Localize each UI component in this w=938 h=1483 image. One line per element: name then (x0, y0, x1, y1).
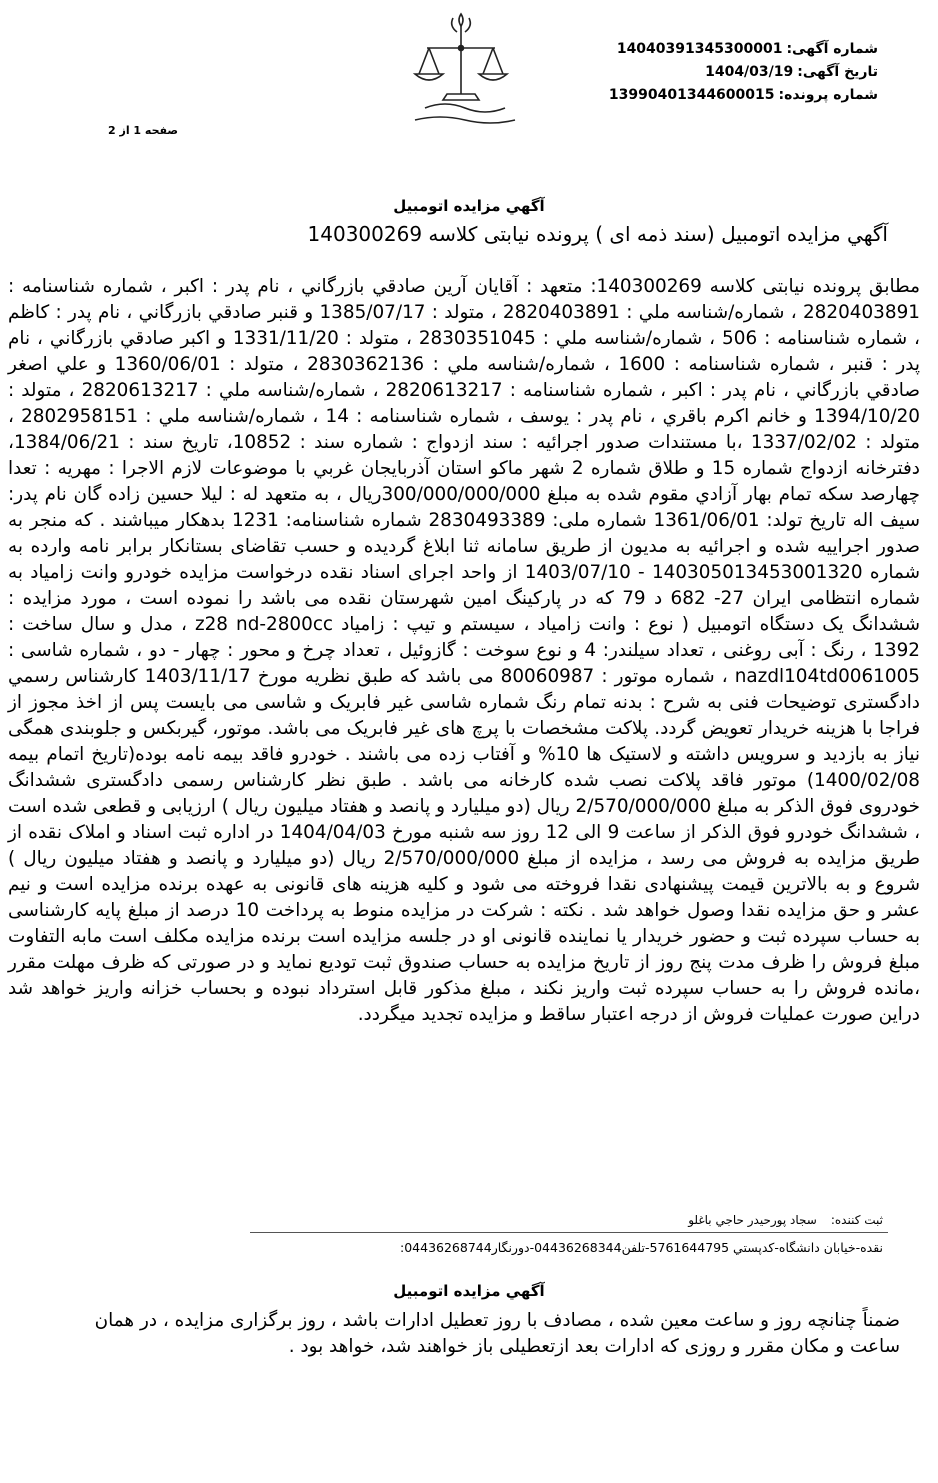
page-title: آگهي مزايده اتومبيل (393, 197, 545, 215)
header-meta (609, 38, 878, 107)
footer-address: نقده-خيابان دانشگاه-كدپستي 5761644795-تلفن04436268344-دورنگار04436268744: (400, 1240, 883, 1255)
divider-line (250, 1232, 888, 1233)
ad-number: 14040391345300001 (616, 41, 783, 57)
file-number: 13990401344600015 (608, 87, 775, 103)
registrar-name: سجاد پورحيدر حاجي باغلو (688, 1213, 817, 1227)
judiciary-emblem-icon (395, 8, 535, 128)
auction-body-text: مطابق پرونده نيابتی كلاسه 140300269: متعهد : آقايان آرين صادقي بازرگاني ، نام پدر : اكبر ، شماره شناسنامه : 2820403891 ، شماره/شناسه ملي : 2820403891 ، متولد : 1385/07/17 و قنبر صادقي بازرگاني ، نام پدر : كاظم ، شماره شناسنامه : 506 ، شماره/شناسه ملي : 2830351045 ، متولد : 1331/11/20 و اكبر صادقي بازرگاني ، نام پدر : قنبر ، شماره شناسنامه : 1600 ، شماره/شناسه ملي : 2830362136 ، متولد : 1360/06/01 و علي اصغر صادقي بازرگاني ، نام پدر : اكبر ، شماره شناسنامه : 2820613217 ، شماره/شناسه ملي : 2820613217 ، متولد : 1394/10/20 و خانم اكرم باقري ، نام پدر : يوسف ، شماره شناسنامه : 14 ، شماره/شناسه ملي : 2802958151 ، متولد : 1337/02/02 ،با مستندات صدور اجرائيه : سند ازدواج : شماره سند : 10852، تاريخ سند : 1384/06/21، دفترخانه ازدواج شماره 15 و طلاق شماره 2 شهر ماكو استان آذربايجان غربي با موضوعات لازم الاجرا : مهريه : تعدا چهارصد سكه تمام بهار آزادي مقوم شده به مبلغ 300/000/000/000ريال ، به متعهد له : ليلا حسين زاده گان نام پدر: سيف اله تاريخ تولد: 1361/06/01 شماره ملی: 2830493389 شماره شناسنامه: 1231 بدهكار ميباشند . كه منجر به صدور اجراييه شده و اجرائيه به مديون از طريق سامانه ثنا ابلاغ گرديده و حسب تقاضای بستانكار برابر نامه وارده به شماره 140305013453001320 - 1403/07/10 از واحد اجرای اسناد نقده درخواست مزايده خودرو وانت زامياد به شماره انتظامی ايران 27- 682 د 79 كه در پاركينگ امين شهرستان نقده می باشد را نموده است ، مورد مزايده : ششدانگ يک دستگاه اتومبيل ( نوع : وانت زامياد ، سيستم و تيپ : زامياد z28 nd-2800cc ، مدل و سال ساخت : 1392 ، رنگ : آبی روغنی ، تعداد سيلندر: 4 و نوع سوخت : گازوئيل ، تعداد چرخ و محور : چهار - دو ، شماره شاسی : nazdl104td0061005 ، شماره موتور : 80060987 می باشد كه طبق نظريه مورخ 1403/11/17 كارشناس رسمي دادگستری توضيحات فنی به شرح : بدنه تمام رنگ شماره شاسی غير فابريک و شاسی می بايست پس از اخذ مجوز از فراجا با هزينه خريدار تعويض گردد. پلاكت مشخصات با پرچ های غير فابريک می باشد. موتور، گيربكس و جلوبندی همگی نياز به بازديد و سرويس داشته و لاستيک ها 10% و آفتاب زده می باشند . خودرو فاقد بيمه نامه بوده(تاريخ اتمام بيمه 1400/02/08) موتور فاقد پلاكت نصب شده كارخانه می باشد . طبق نظر كارشناس رسمی دادگستری ششدانگ خودروی فوق الذكر به مبلغ 2/570/000/000 ريال (دو ميليارد و پانصد و هفتاد ميليون ريال ) ارزيابی و قطعی شده است ، ششدانگ خودرو فوق الذكر از ساعت 9 الی 12 روز سه شنبه مورخ 1404/04/03 در اداره ثبت اسناد و املاک نقده از طريق مزايده به فروش می رسد ، مزايده از مبلغ 2/570/000/000 ريال (دو ميليارد و پانصد و هفتاد ميليون ريال ) شروع و به بالاترين قيمت پيشنهادی نقدا فروخته می شود و كليه هزينه های قانونی به عهده برنده مزايده است و نيم عشر و حق مزايده نقدا وصول خواهد شد . نكته : شركت در مزايده منوط به پرداخت 10 درصد از مبلغ پايه كارشناسی به حساب سپرده ثبت و حضور خريدار يا نماينده قانونی او در جلسه مزايده است برنده مزايده مكلف است مابه التفاوت مبلغ فروش را ظرف مدت پنج روز از تاريخ مزايده به حساب صندوق ثبت توديع نمايد و در صورتی كه ظرف مهلت مقرر ،مانده فروش را به حساب سپرده ثبت واريز نكند ، مبلغ مذكور قابل استرداد نبوده و بحساب خزانه واريز خواهد شد دراين صورت عمليات فروش از درجه اعتبار ساقط و مزايده تجديد ميگردد. (8, 276, 921, 1025)
file-number-label: شماره پرونده: (778, 87, 878, 103)
registrar-line (688, 1213, 883, 1227)
file-number-row (609, 84, 878, 107)
page-indicator: صفحه 1 از 2 (108, 124, 179, 137)
ad-date-row (609, 61, 878, 84)
continuation-title: آگهي مزايده اتومبيل (393, 1282, 545, 1300)
ad-number-label: شماره آگهی: (786, 41, 878, 57)
ad-number-row (609, 38, 878, 61)
ad-date: 1404/03/19 (705, 64, 794, 80)
page-subtitle: آگهي مزايده اتومبيل (سند ذمه ای ) پرونده نيابتی كلاسه 140300269 (307, 222, 888, 246)
continuation-body-text: ضمناً چنانچه روز و ساعت معين شده ، مصادف با روز تعطيل ادارات باشد ، روز برگزاری مزايده ، در همان ساعت و مكان مقرر و روزی كه ادارات بعد ازتعطيلی باز خواهند شد، خواهد بود . (94, 1310, 900, 1357)
ad-date-label: تاریخ آگهی: (797, 64, 878, 80)
registrar-label: ثبت كننده: (830, 1213, 883, 1227)
